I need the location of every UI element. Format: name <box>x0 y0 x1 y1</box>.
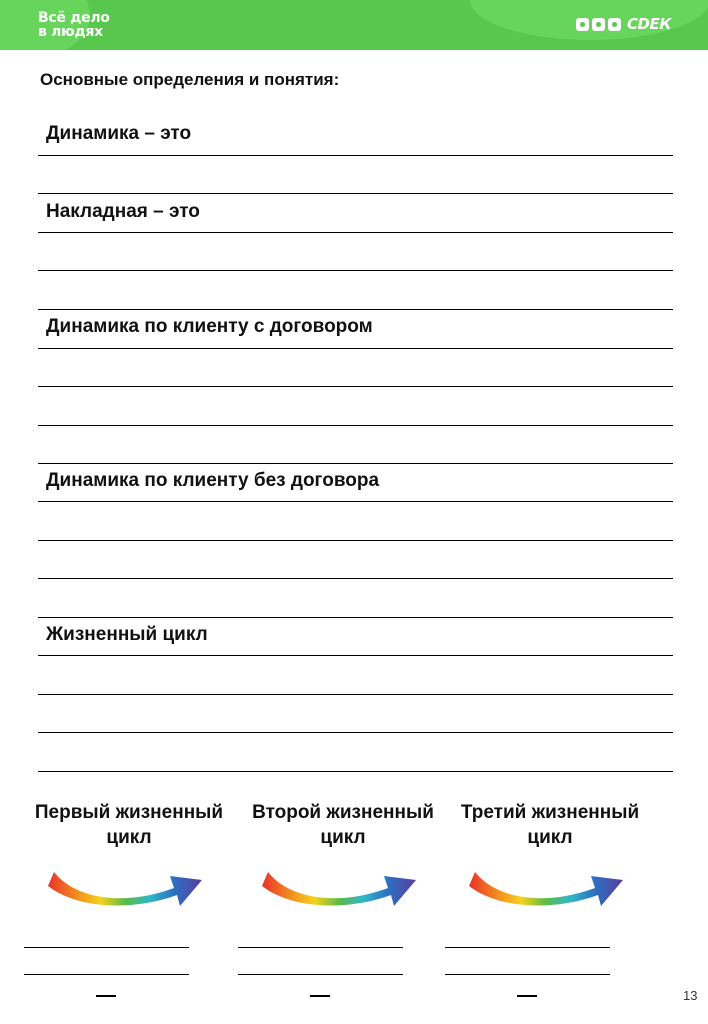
cdek-logo: СDЕК <box>627 15 671 33</box>
answer-blank <box>96 995 116 997</box>
term-label: Накладная – это <box>46 201 200 222</box>
slogan-line-1: Всё дело <box>38 10 110 26</box>
term-label: Жизненный цикл <box>46 624 208 645</box>
answer-line <box>38 655 673 656</box>
rainbow-arrow-icon <box>467 862 627 914</box>
answer-line <box>38 232 673 233</box>
answer-line <box>38 155 673 156</box>
lifecycle-block-3 <box>455 800 645 1010</box>
answer-line <box>38 348 673 349</box>
rainbow-arrow-icon <box>260 862 420 914</box>
answer-line <box>38 463 673 464</box>
lifecycle-block-1 <box>34 800 224 1010</box>
answer-line <box>38 501 673 502</box>
answer-line <box>38 732 673 733</box>
answer-line <box>38 694 673 695</box>
term-label: Динамика по клиенту без договора <box>46 470 380 491</box>
answer-blank <box>517 995 537 997</box>
section-title: Основные определения и понятия: <box>40 70 340 89</box>
answer-line <box>38 270 673 271</box>
lifecycle-label: Третий жизненный цикл <box>460 802 640 848</box>
answer-line <box>38 617 673 618</box>
answer-blank <box>238 947 403 948</box>
answer-line <box>38 309 673 310</box>
rainbow-arrow-icon <box>46 862 206 914</box>
answer-line <box>38 193 673 194</box>
term-label: Динамика – это <box>46 123 192 144</box>
lifecycle-block-2 <box>248 800 438 1010</box>
answer-blank <box>24 974 189 975</box>
answer-line <box>38 578 673 579</box>
answer-blank <box>310 995 330 997</box>
lifecycle-label: Второй жизненный цикл <box>252 802 434 848</box>
page-number: 13 <box>683 988 698 1003</box>
answer-blank <box>24 947 189 948</box>
slogan-line-2: в людях <box>38 24 103 40</box>
answer-blank <box>445 947 610 948</box>
term-label: Динамика по клиенту с договором <box>46 316 373 337</box>
answer-blank <box>445 974 610 975</box>
answer-blank <box>238 974 403 975</box>
answer-line <box>38 771 673 772</box>
answer-line <box>38 386 673 387</box>
answer-line <box>38 425 673 426</box>
lifecycle-label: Первый жизненный цикл <box>34 802 224 848</box>
answer-line <box>38 540 673 541</box>
